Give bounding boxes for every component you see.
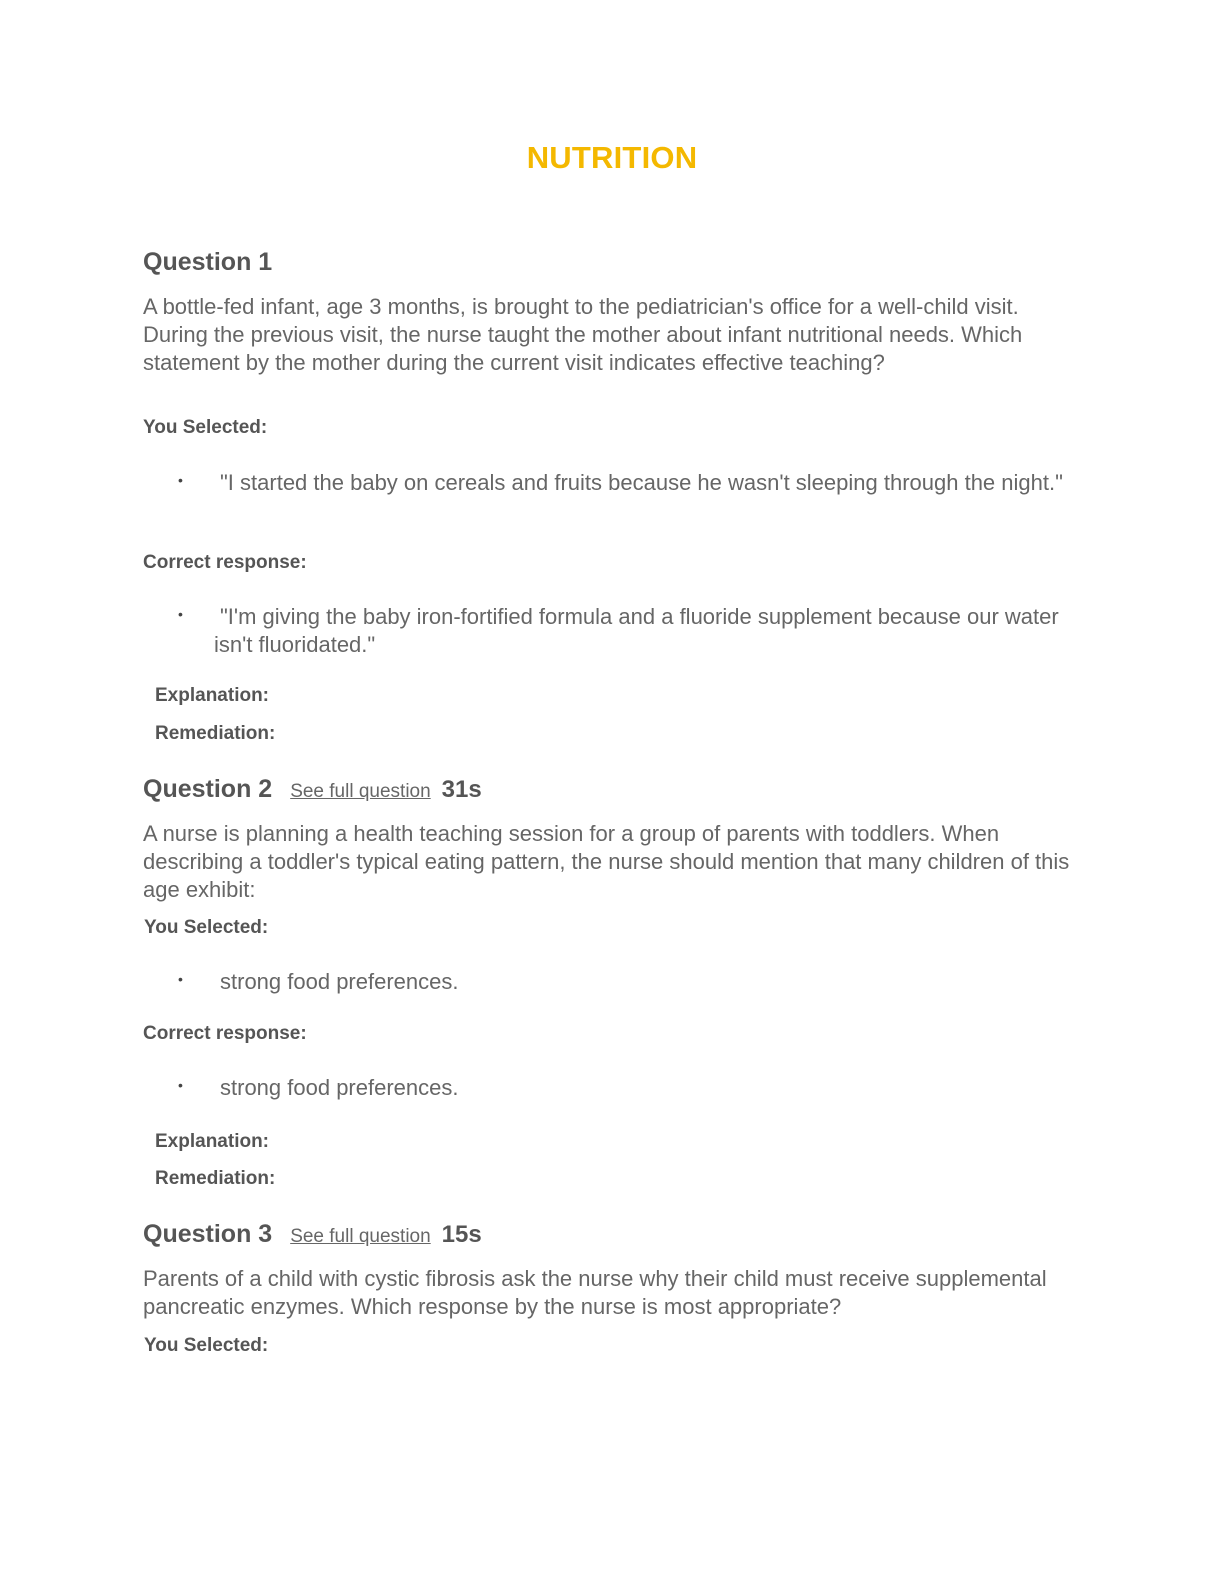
question-2-explanation-label: Explanation:: [155, 1131, 270, 1152]
question-3-text: Parents of a child with cystic fibrosis ask the nurse why their child must receive supplemental pancreatic enzymes. Which response by the nurse is most appropriate?: [143, 1266, 1047, 1319]
question-3-see-full-link[interactable]: See full question: [290, 1226, 431, 1247]
question-2-you-selected-label: You Selected:: [144, 917, 269, 938]
question-3-heading: [143, 1220, 482, 1249]
question-1-remediation-label: Remediation:: [155, 723, 276, 744]
bullet-icon: •: [178, 1077, 183, 1093]
bullet-icon: •: [178, 606, 183, 622]
question-2-heading: [143, 775, 482, 804]
question-2-remediation-label: Remediation:: [155, 1168, 276, 1189]
question-2-you-selected-text: strong food preferences.: [220, 969, 459, 994]
question-2-correct-label: Correct response:: [143, 1023, 307, 1044]
question-3-you-selected-label: You Selected:: [144, 1335, 269, 1356]
question-3-title: Question 3: [143, 1220, 273, 1248]
question-1-you-selected-label: You Selected:: [143, 417, 268, 438]
question-2-text: A nurse is planning a health teaching session for a group of parents with toddlers. When describing a toddler's typical eating pattern, the nurse should mention that many children of this age exhibit:: [143, 821, 1070, 902]
bullet-icon: •: [178, 971, 183, 987]
question-2-see-full-link[interactable]: See full question: [290, 781, 431, 802]
question-2-title: Question 2: [143, 775, 273, 803]
bullet-icon: •: [178, 472, 183, 488]
page-title: NUTRITION: [526, 140, 698, 175]
question-1-title: Question 1: [143, 248, 273, 276]
question-1-explanation-label: Explanation:: [155, 685, 270, 706]
question-1-you-selected-text: "I started the baby on cereals and fruits because he wasn't sleeping through the night.": [220, 470, 1063, 495]
question-2-time: 31s: [441, 776, 482, 803]
question-2-correct-text: strong food preferences.: [220, 1075, 459, 1100]
question-1-heading: [143, 248, 272, 277]
question-1-text: A bottle-fed infant, age 3 months, is brought to the pediatrician's office for a well-child visit. During the previous visit, the nurse taught the mother about infant nutritional needs. Which statement by the mother during the current visit indicates effective teaching?: [143, 294, 1023, 375]
question-1-correct-label: Correct response:: [143, 552, 307, 573]
question-1-correct-text: "I'm giving the baby iron-fortified formula and a fluoride supplement because our water isn't fluoridated.": [214, 604, 1059, 657]
question-3-time: 15s: [441, 1221, 482, 1248]
